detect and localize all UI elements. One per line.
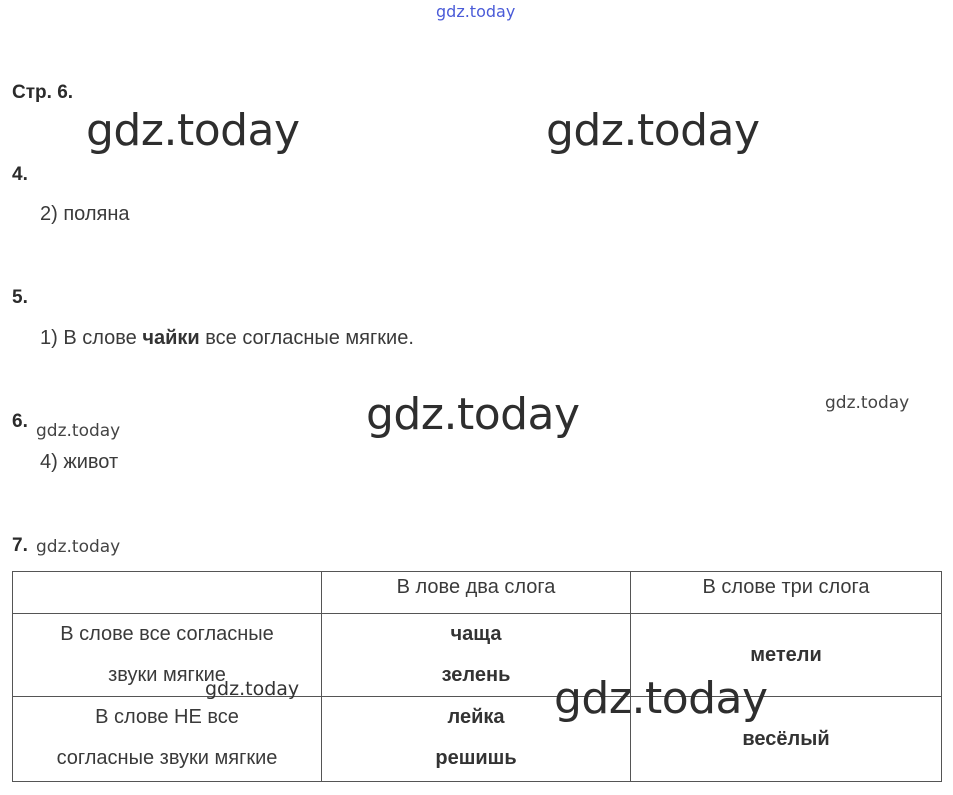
table-cell-three-syllables: метели <box>631 614 942 697</box>
question-number: 5. <box>12 287 28 308</box>
watermark-small: gdz.today <box>205 678 300 700</box>
table-row-label: В слове НЕ все согласные звуки мягкие <box>13 697 322 782</box>
question-number: 4. <box>12 164 28 185</box>
answer-table <box>12 571 942 782</box>
question-answer: 2) поляна <box>40 203 130 225</box>
watermark-large: gdz.today <box>546 105 760 156</box>
watermark-small: gdz.today <box>36 421 121 441</box>
answer-text: все согласные мягкие. <box>199 327 414 349</box>
answer-bold-word: чайки <box>142 327 200 349</box>
question-number: 7. <box>12 535 28 556</box>
table-cell-three-syllables: весёлый <box>631 697 942 782</box>
table-row <box>13 614 942 697</box>
watermark-small: gdz.today <box>825 393 910 413</box>
question-answer <box>40 327 414 350</box>
question-answer: 4) живот <box>40 451 119 473</box>
table-cell-two-syllables: лейка решишь <box>322 697 631 782</box>
watermark-large: gdz.today <box>366 389 580 440</box>
watermark-top: gdz.today <box>436 2 516 21</box>
table-header-row <box>13 572 942 614</box>
answer-text: 1) В слове <box>40 327 143 349</box>
page-title: Стр. 6. <box>12 82 74 103</box>
table-header-cell: В слове три слога <box>631 572 942 614</box>
table-header-cell: В лове два слога <box>322 572 631 614</box>
table-row-label: В слове все согласные звуки мягкие <box>13 614 322 697</box>
watermark-large: gdz.today <box>86 105 300 156</box>
watermark-small: gdz.today <box>36 537 121 557</box>
question-number: 6. <box>12 411 28 432</box>
table-header-cell <box>13 572 322 614</box>
watermark-large: gdz.today <box>554 673 768 724</box>
table-row <box>13 697 942 782</box>
table-cell-two-syllables: чаща зелень <box>322 614 631 697</box>
